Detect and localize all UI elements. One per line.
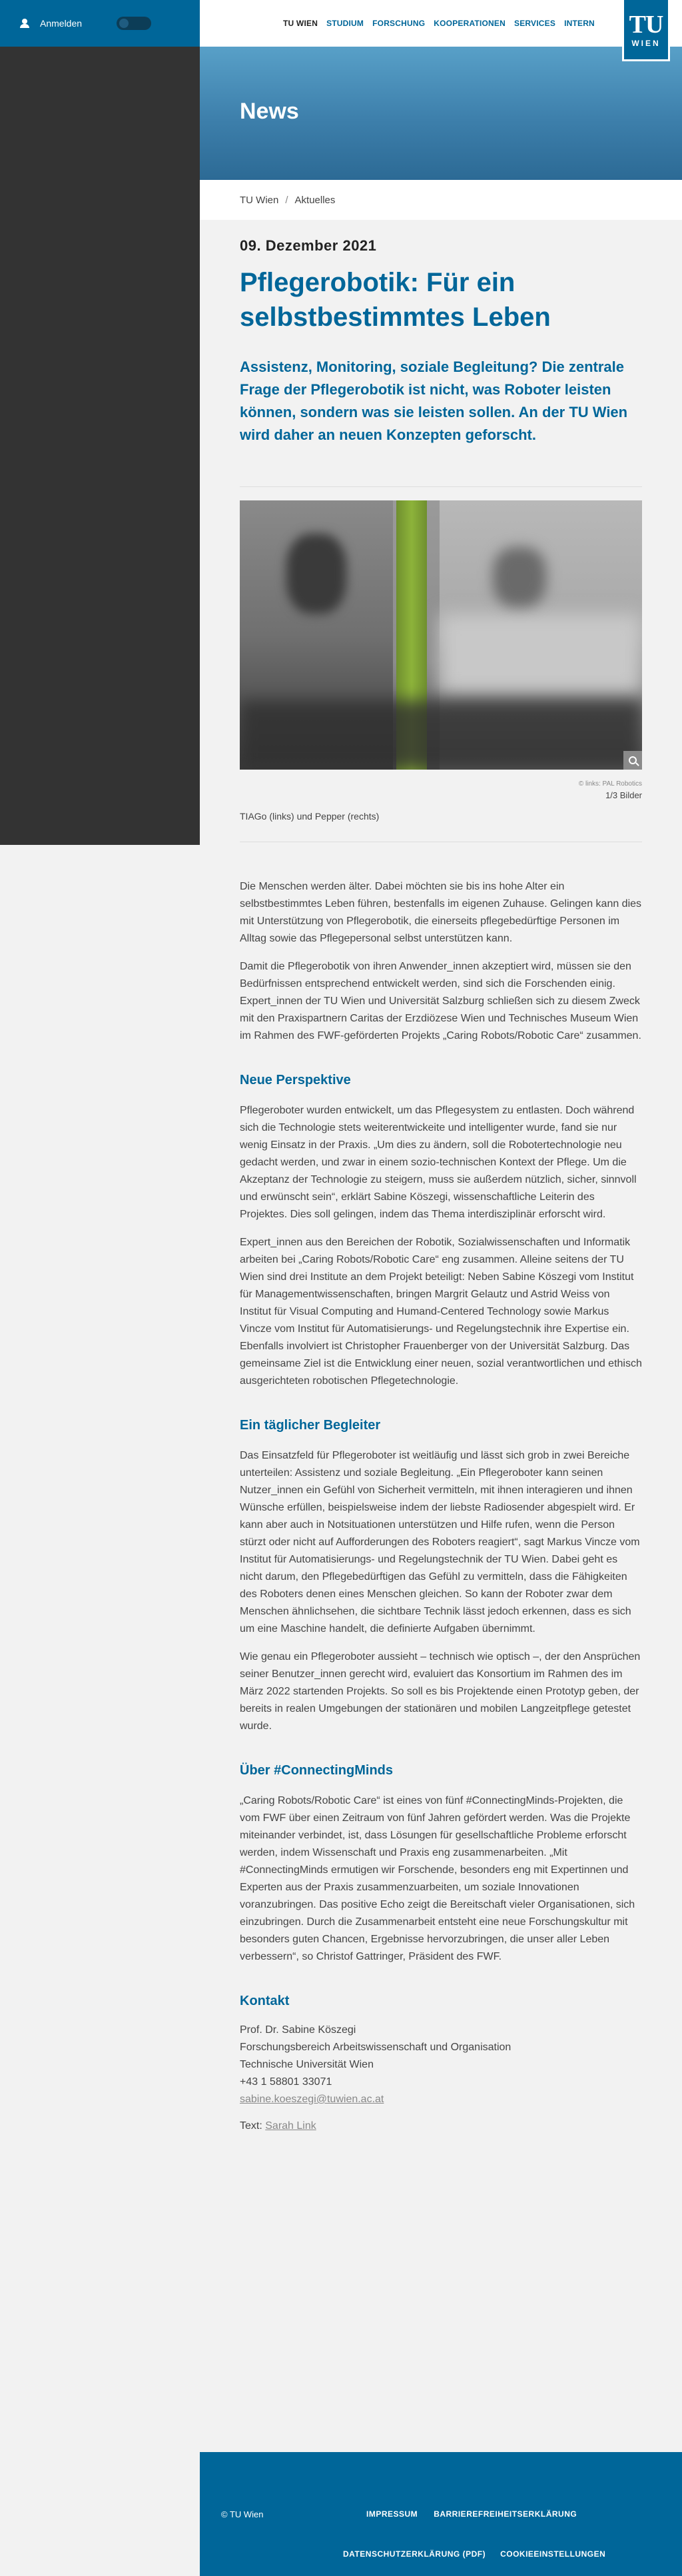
section-heading: Neue Perspektive <box>240 1073 351 1087</box>
user-icon <box>20 19 29 28</box>
image-caption: TIAGo (links) und Pepper (rechts) <box>240 811 380 822</box>
top-navigation <box>200 0 682 47</box>
tu-wien-logo[interactable] <box>622 0 670 61</box>
footer-link-datenschutz[interactable]: DATENSCHUTZERKLÄRUNG (PDF) <box>343 2549 486 2559</box>
paragraph: Expert_innen aus den Bereichen der Robotik, Sozialwissenschaften und Informatik arbeiten bei „Caring Robots/Robotic Care“ eng zusammen. Alleine seitens der TU Wien sind drei Institute an dem Projekt beteiligt: Neben Sabine Köszegi vom Institut für Managementwissenschaften, bringen Margrit Gelautz und Astrid Weiss von Institut für Visual Computing and Humand-Centered Technology sowie Markus Vincze vom Institut für Automatisierungs- und Regelungstechnik ihre Expertise ein. Ebenfalls involviert ist Christopher Frauenberger von der Universität Salzburg. Das gemeinsame Ziel ist die Entwicklung einer neuen, sozial verantwortlichen und ethisch ausgerichteten robotischen Pflegetechnologie. <box>240 1237 642 1387</box>
logo-text-tu: TU <box>629 10 663 39</box>
logo-text-wien: WIEN <box>631 38 661 48</box>
zoom-button[interactable] <box>623 751 642 770</box>
paragraph: Wie genau ein Pflegeroboter aussieht – technisch wie optisch –, der den Ansprüchen seiner Benutzer_innen gerecht wird, evaluiert das Konsortium im Rahmen des im März 2022 startenden Projekts. So soll es bis Projektende einen Prototyp geben, der bereits in realen Umgebungen der stationären und mobilen Langzeitpflege getestet wurde. <box>240 1651 641 1732</box>
footer-link-barrierefreiheit[interactable]: BARRIEREFREIHEITSERKLÄRUNG <box>434 2509 577 2519</box>
contact-department: Forschungsbereich Arbeitswissenschaft und Organisation <box>240 2042 512 2053</box>
section-heading: Kontakt <box>240 1994 290 2008</box>
paragraph: Die Menschen werden älter. Dabei möchten sie bis ins hohe Alter ein selbstbestimmtes Leben führen, bestenfalls im eigenen Zuhause. Gelingen kann dies mit Unterstützung von Pflegerobotik, die einerseits pflegebedürftige Personen im Alltag sowie das Pflegepersonal selbst unterstützen kann. <box>240 881 642 944</box>
contrast-toggle[interactable] <box>117 17 151 30</box>
paragraph: Damit die Pflegerobotik von ihren Anwender_innen akzeptiert wird, müssen sie den Bedürfnissen entsprechend entwickelt werden, sind sich die Forschenden einig. Expert_innen der TU Wien und Universität Salzburg schließen sich zu diesem Zweck mit den Praxispartnern Caritas der Erzdiözese Wien und Technisches Museum Wien im Rahmen des FWF-geförderten Projekts „Caring Robots/Robotic Care“ zusammen. <box>240 961 641 1041</box>
image-credit: © links: PAL Robotics <box>578 780 642 788</box>
article-body <box>240 878 642 2135</box>
article-image[interactable] <box>240 500 642 770</box>
login-button[interactable] <box>20 18 82 29</box>
magnifier-icon <box>629 756 637 764</box>
text-credit <box>240 2118 642 2135</box>
paragraph: Pflegeroboter wurden entwickelt, um das Pflegesystem zu entlasten. Doch während sich die Technologie stets weiterentwickeite und intelligenter wurde, fand sie nur wenig Einsatz in der Praxis. „Um dies zu ändern, soll die Robotertechnologie neu gedacht werden, und zwar in einem sozio-technischen Kontext der Pflege. Um die Akzeptanz der Technologie zu steigern, muss sie außerdem nützlich, sicher, sinnvoll und erwünscht sein“, erklärt Sabine Köszegi, wissenschaftliche Leiterin des Projektes. Dies soll gelingen, indem das Thema interdisziplinär erforscht wird. <box>240 1105 637 1220</box>
breadcrumb-separator: / <box>285 194 288 206</box>
hero-banner <box>200 47 682 180</box>
login-label: Anmelden <box>40 18 83 29</box>
footer-link-impressum[interactable]: IMPRESSUM <box>366 2509 418 2519</box>
paragraph: Das Einsatzfeld für Pflegeroboter ist weitläufig und lässt sich grob in zwei Bereiche unterteilen: Assistenz und soziale Begleitung. „Ein Pflegeroboter kann seinen Nutzer_innen ein Gefühl von Sicherheit vermitteln, mit ihnen interagieren und ihnen Wünsche erfüllen, beispielsweise indem der liebste Radiosender abgespielt wird. Er kann aber auch in Notsituationen unterstützen und Hilfe rufen, wenn die Person stürzt oder nicht auf Aufforderungen des Roboters reagiert“, sagt Markus Vincze vom Institut für Automatisierungs- und Regelungstechnik der TU Wien. Dabei geht es nicht darum, den Pflegebedürftigen das Gefühl zu vermitteln, dass die Fähigkeiten des Roboters denen eines Menschen gleichen. So kann der Roboter zwar dem Menschen ähnlichsehen, die sichtbare Technik lässt jedoch erkennen, dass es sich um eine Maschine handelt, die definierte Aufgaben übernimmt. <box>240 1450 640 1634</box>
nav-item-studium[interactable]: STUDIUM <box>326 19 364 28</box>
article-lead: Assistenz, Monitoring, soziale Begleitung? Die zentrale Frage der Pflegerobotik ist nicht, was Roboter leisten können, sondern was sie leisten sollen. An der TU Wien wird daher an neuen Konzepten geforscht. <box>240 358 628 443</box>
sidebar-header <box>0 0 200 47</box>
nav-item-services[interactable]: SERVICES <box>513 19 556 28</box>
article-title: Pflegerobotik: Für ein selbstbestimmtes Leben <box>240 268 551 332</box>
sidebar-menu-panel <box>0 47 200 845</box>
section-heading: Über #ConnectingMinds <box>240 1763 394 1778</box>
sidebar <box>0 0 200 2576</box>
contact-email-link[interactable]: sabine.koeszegi@tuwien.ac.at <box>240 2094 384 2105</box>
breadcrumb-current[interactable]: Aktuelles <box>294 194 336 206</box>
contact-block <box>240 2022 642 2108</box>
footer-copyright: © TU Wien <box>221 2509 264 2519</box>
toggle-knob <box>119 19 129 28</box>
section-heading: Ein täglicher Begleiter <box>240 1418 381 1433</box>
footer <box>200 2452 682 2576</box>
paragraph: „Caring Robots/Robotic Care“ ist eines von fünf #ConnectingMinds-Projekten, die vom FWF über einen Zeitraum von fünf Jahren gefördert werden. Was die Projekte miteinander verbindet, ist, dass Lösungen für gesellschaftliche Probleme erforscht werden, indem Wissenschaft und Praxis eng zusammenarbeiten. „Mit #ConnectingMinds ermutigen wir Forschende, besonders eng mit Expertinnen und Experten aus der Praxis zusammenzuarbeiten, um soziale Innovationen voranzubringen. Das positive Echo zeigt die Bereitschaft vieler Organisationen, sich einzubringen. Durch die Zusammenarbeit entsteht eine neue Forschungskultur mit besonders guten Chancen, Ergebnisse hervorzubringen, die unser aller Leben verbessern“, so Christof Gattringer, Präsident des FWF. <box>240 1795 635 1962</box>
image-counter: 1/3 Bilder <box>605 790 642 800</box>
page-title: News <box>240 99 299 124</box>
author-link[interactable]: Sarah Link <box>265 2120 316 2132</box>
divider <box>240 486 642 487</box>
contact-name: Prof. Dr. Sabine Köszegi <box>240 2024 356 2036</box>
breadcrumb <box>200 180 682 220</box>
nav-item-kooperationen[interactable]: KOOPERATIONEN <box>434 19 506 28</box>
nav-item-intern[interactable]: INTERN <box>564 19 595 28</box>
breadcrumb-home[interactable]: TU Wien <box>240 194 279 206</box>
contact-phone: +43 1 58801 33071 <box>240 2076 332 2088</box>
text-credit-label: Text: <box>240 2120 262 2132</box>
nav-item-tu-wien[interactable]: TU WIEN <box>283 19 318 28</box>
footer-link-cookies[interactable]: COOKIEEINSTELLUNGEN <box>500 2549 606 2559</box>
article-date: 09. Dezember 2021 <box>240 237 377 254</box>
nav-item-forschung[interactable]: FORSCHUNG <box>372 19 426 28</box>
contact-organisation: Technische Universität Wien <box>240 2059 374 2070</box>
article <box>240 220 642 2135</box>
